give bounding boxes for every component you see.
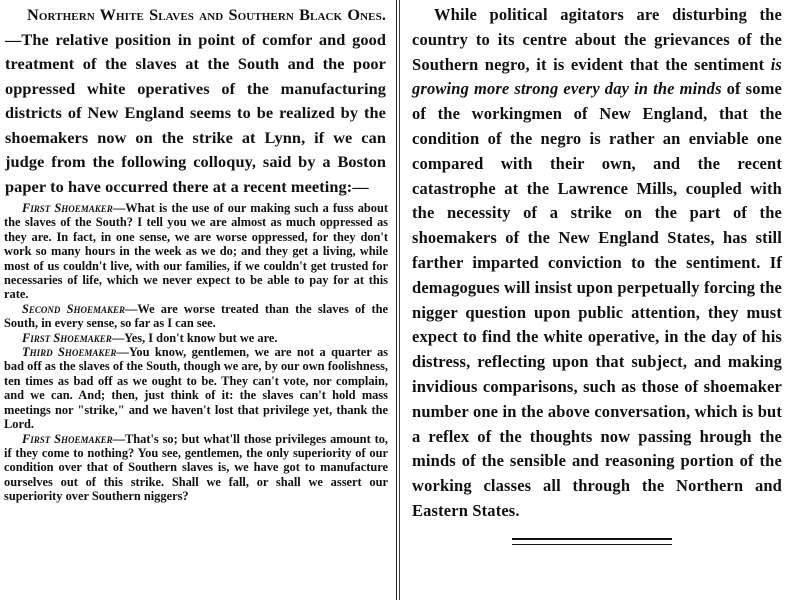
- speaker-label: First Shoemaker: [22, 431, 113, 446]
- dialogue-paragraph: [4, 331, 388, 345]
- speaker-label: First Shoemaker: [22, 330, 112, 345]
- dialogue-paragraph: [4, 345, 388, 431]
- speaker-label: Third Shoemaker: [22, 345, 117, 360]
- dialogue-paragraph: [4, 432, 388, 504]
- speech-text: —We are worse treated than the slaves of the South, in every sense, so far as I can see.: [4, 301, 388, 331]
- speech-text: —What is the use of our making such a fuss about the slaves of the South? I tell you we are almost as much oppressed as they are. In fact, in one sense, we are worse oppressed, for they don't work so many hours in the week as we do; and they get a living, while most of us couldn't live, with our families, if we couldn't get trusted for necessaries of life, which we never expect to be able to pay for at this rate.: [4, 201, 388, 302]
- left-column: [0, 0, 388, 600]
- speech-text: —That's so; but what'll those privileges amount to, if they come to nothing? You see, gentlemen, the only superiority of our condition over that of Southern slaves is, we have got to manufacture ourselves out of this strike. Shall we fall, or shall we assert our superiority over Southern niggers?: [4, 431, 388, 504]
- speaker-label: Second Shoemaker: [22, 301, 125, 316]
- speech-text: —You know, gentlemen, we are not a quarter as bad off as the slaves of the South, though we are, by our own foolishness, ten times as bad off as we ought to be. They can't vote, nor complain, and we can. And; then, just think of it: the slaves can't hold mass meetings nor "strike," and we haven't lost that privilege yet, thank the Lord.: [4, 345, 388, 432]
- article-end-rule: [512, 538, 672, 545]
- right-text-part: of some of the workingmen of New England, that the condition of the negro is rather an enviable one compared with their own, and the recent catastrophe at the Lawrence Mills, coupled with the necessity of a strike on the part of the shoemakers of the New England States, has still farther imparted conviction to the sentiment. If demagogues will insist upon perpetually forcing the nigger question upon public attention, they must expect to find the white operative, in the day of his distress, reflecting upon that subject, and making invidious comparisons, such as those of shoemaker number one in the above conversation, which is but a reflex of the thoughts now passing hrough the minds of the sensible and reasoning portion of the working classes all through the Northern and Eastern States.: [412, 79, 782, 520]
- dialogue-block: [0, 201, 388, 504]
- right-text-part: While political agitators are disturbing the country to its centre about the grievances of the Southern negro, it is evident that the sentiment: [412, 5, 782, 74]
- article-lead-text: —The relative position in point of comfor and good treatment of the slaves at the South and the poor oppressed white operatives of the manufacturing districts of New England seems to be realized by the shoemakers now on the strike at Lynn, if we can judge from the following colloquy, said by a Boston paper to have occurred there at a recent meeting:—: [5, 29, 386, 196]
- speech-text: —Yes, I don't know but we are.: [111, 330, 278, 345]
- column-divider: [399, 0, 400, 600]
- left-article-lead: [0, 3, 388, 199]
- dialogue-paragraph: [4, 302, 388, 331]
- right-article-text: [402, 3, 788, 524]
- column-divider: [396, 0, 397, 600]
- dialogue-paragraph: [4, 201, 388, 302]
- right-text-emphasis: is growing more strong every day in the minds: [412, 54, 782, 99]
- speaker-label: First Shoemaker: [22, 201, 113, 215]
- article-heading: Northern White Slaves and Southern Black Ones.: [27, 5, 386, 24]
- right-column: [402, 0, 788, 600]
